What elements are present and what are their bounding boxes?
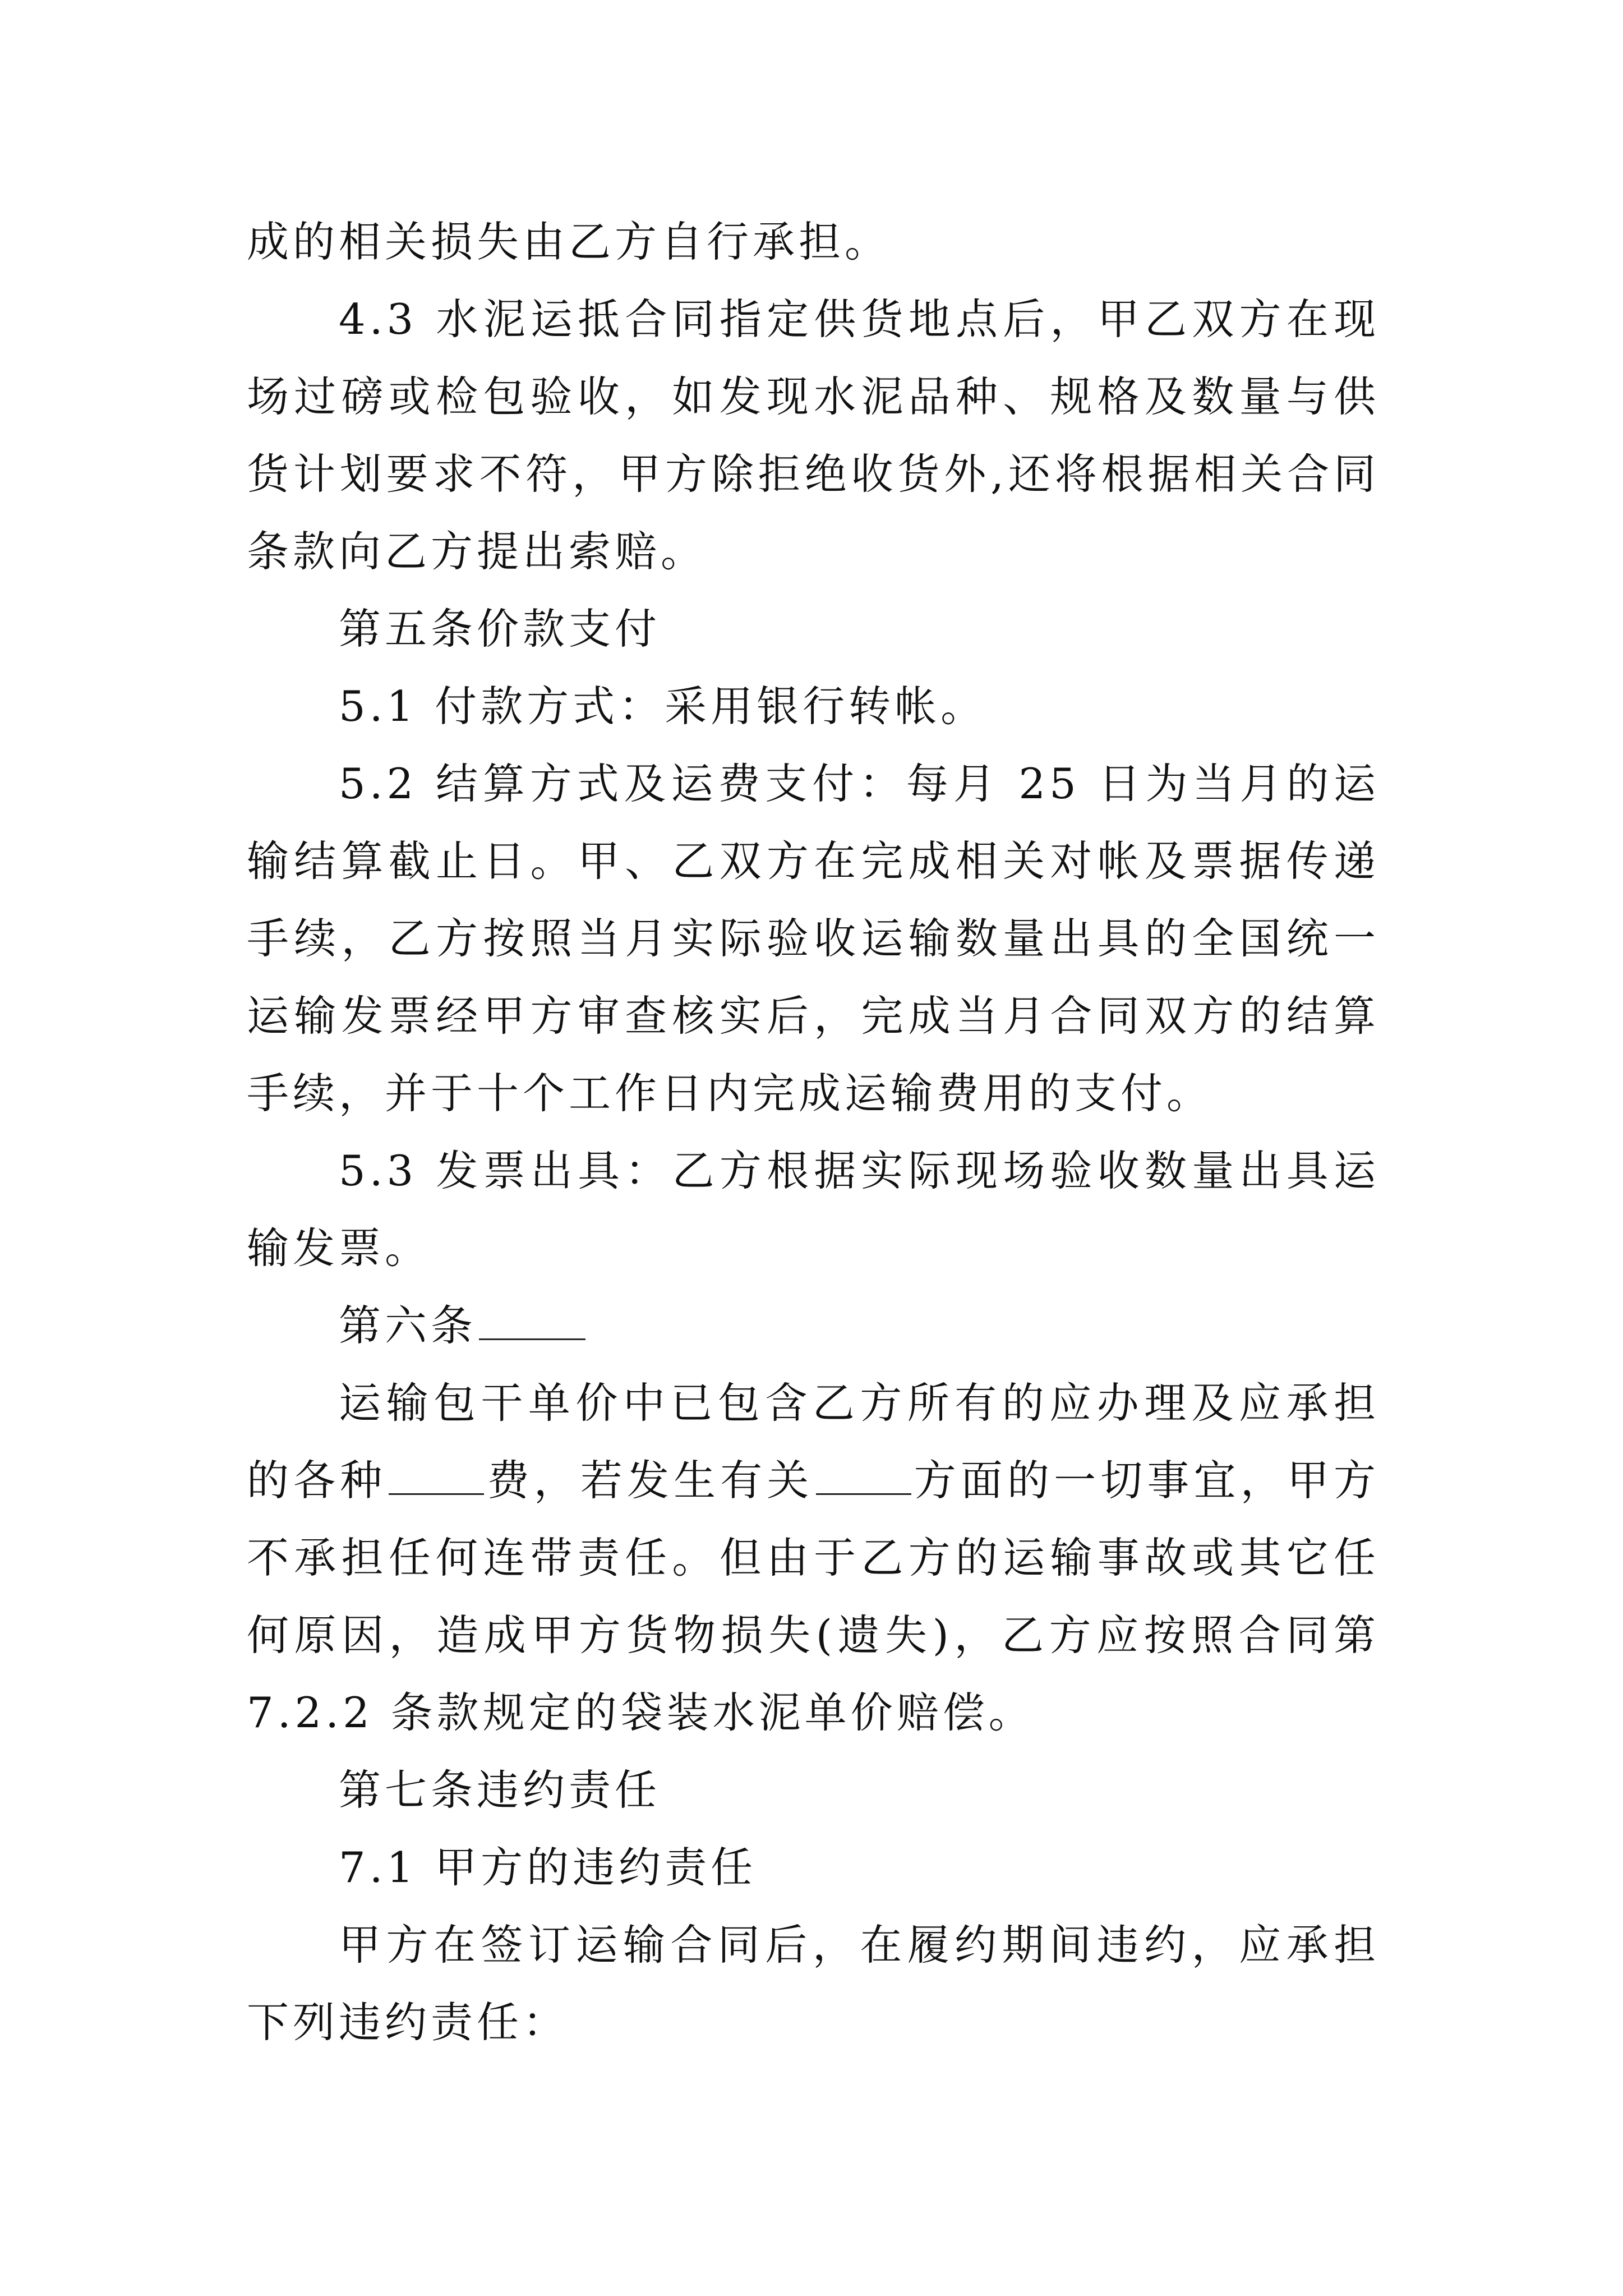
paragraph-5-1: 5.1 付款方式：采用银行转帐。: [339, 682, 987, 731]
article-6-heading: [247, 1287, 1380, 1364]
fill-in-blank: [389, 1460, 484, 1495]
paragraph-6-part-c: 方面的一切事宜，甲方不承担任何连带责任。但由于乙方的运输事故或其它任何原因，造成甲方货物损失(遗失)，乙方应按照合同第 7.2.2 条款规定的袋装水泥单价赔偿。: [247, 1456, 1380, 1737]
document-body: [247, 203, 1380, 2061]
article-6-title: 第六条: [339, 1301, 477, 1350]
paragraph-6-part-a: 运输包干单价中已包含乙方所有的应办理及应承担的各种: [247, 1378, 1380, 1505]
article-7-heading: 第七条违约责任: [339, 1765, 661, 1815]
paragraph-4-3: 4.3 水泥运抵合同指定供货地点后，甲乙双方在现场过磅或检包验收，如发现水泥品种、规格及数量与供货计划要求不符，甲方除拒绝收货外,还将根据相关合同条款向乙方提出索赔。: [247, 295, 1380, 576]
paragraph-continuation: 成的相关损失由乙方自行承担。: [247, 217, 891, 266]
paragraph-5-2: 5.2 结算方式及运费支付：每月 25 日为当月的运输结算截止日。甲、乙双方在完成相关对帐及票据传递手续，乙方按照当月实际验收运输数量出具的全国统一运输发票经甲方审查核实后，完成当月合同双方的结算手续，并于十个工作日内完成运输费用的支付。: [247, 759, 1380, 1118]
article-5-heading: 第五条价款支付: [339, 604, 661, 654]
paragraph-6: [247, 1364, 1380, 1751]
paragraph-7-1: 7.1 甲方的违约责任: [339, 1843, 757, 1892]
paragraph-5-3: 5.3 发票出具：乙方根据实际现场验收数量出具运输发票。: [247, 1146, 1380, 1273]
paragraph-7-intro: 甲方在签订运输合同后，在履约期间违约，应承担下列违约责任：: [247, 1920, 1380, 2047]
paragraph-6-part-b: 费，若发生有关: [486, 1456, 814, 1505]
fill-in-blank: [816, 1460, 911, 1495]
fill-in-blank: [479, 1305, 585, 1340]
